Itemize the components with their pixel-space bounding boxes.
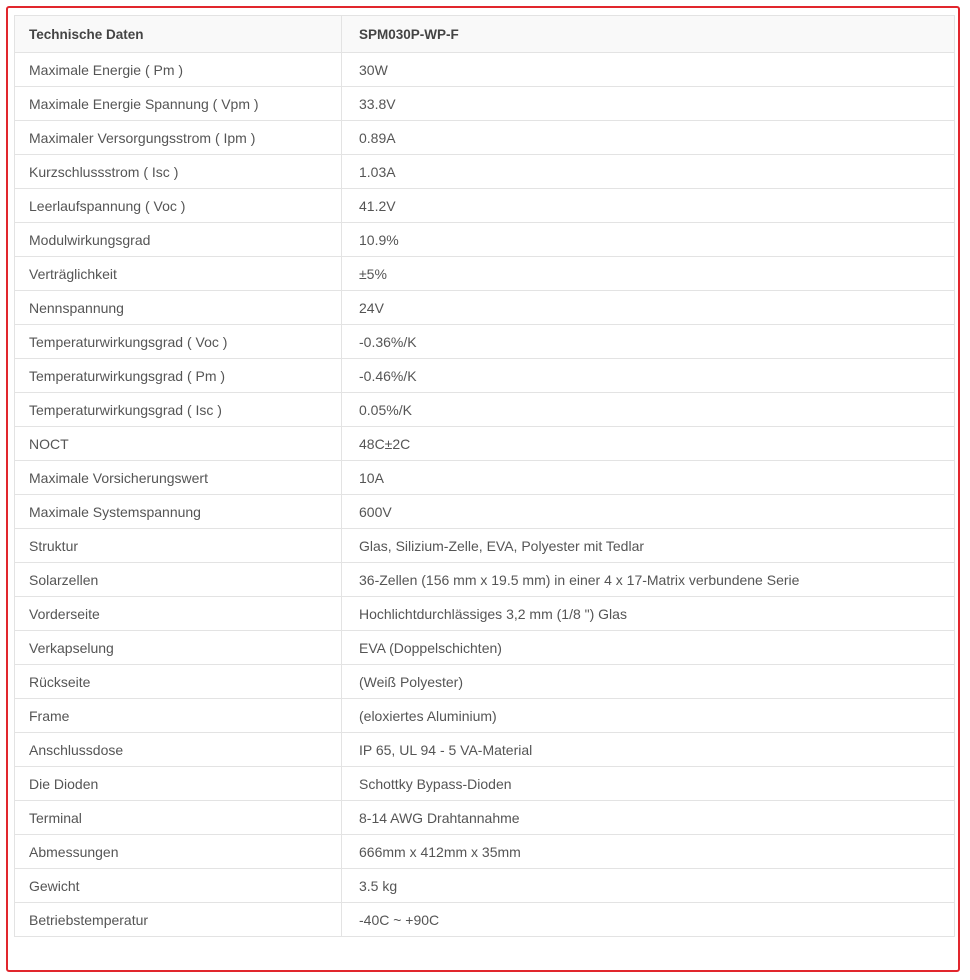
spec-label-cell: Abmessungen <box>15 835 342 869</box>
spec-label-cell: Leerlaufspannung ( Voc ) <box>15 189 342 223</box>
spec-label-cell: Verkapselung <box>15 631 342 665</box>
table-header <box>15 16 955 53</box>
technical-data-table <box>14 15 955 937</box>
spec-value-cell: Schottky Bypass-Dioden <box>342 767 955 801</box>
spec-label-cell: Temperaturwirkungsgrad ( Pm ) <box>15 359 342 393</box>
table-row <box>15 189 955 223</box>
table-row <box>15 393 955 427</box>
spec-label-cell: Maximale Vorsicherungswert <box>15 461 342 495</box>
spec-label-cell: Gewicht <box>15 869 342 903</box>
table-row <box>15 53 955 87</box>
spec-value-cell: 1.03A <box>342 155 955 189</box>
table-row <box>15 223 955 257</box>
table-row <box>15 461 955 495</box>
spec-label-cell: Maximale Energie ( Pm ) <box>15 53 342 87</box>
table-row <box>15 155 955 189</box>
table-row <box>15 87 955 121</box>
spec-value-cell: 30W <box>342 53 955 87</box>
spec-value-cell: 0.89A <box>342 121 955 155</box>
spec-value-cell: 36-Zellen (156 mm x 19.5 mm) in einer 4 x 17-Matrix verbundene Serie <box>342 563 955 597</box>
table-row <box>15 631 955 665</box>
spec-label-cell: Maximale Energie Spannung ( Vpm ) <box>15 87 342 121</box>
spec-label-cell: Die Dioden <box>15 767 342 801</box>
table-row <box>15 427 955 461</box>
spec-value-cell: 10A <box>342 461 955 495</box>
spec-label-cell: Temperaturwirkungsgrad ( Isc ) <box>15 393 342 427</box>
table-row <box>15 699 955 733</box>
header-label-cell: Technische Daten <box>15 16 342 53</box>
spec-label-cell: Terminal <box>15 801 342 835</box>
spec-label-cell: Modulwirkungsgrad <box>15 223 342 257</box>
spec-value-cell: 8-14 AWG Drahtannahme <box>342 801 955 835</box>
spec-label-cell: Nennspannung <box>15 291 342 325</box>
table-row <box>15 733 955 767</box>
spec-value-cell: -0.46%/K <box>342 359 955 393</box>
spec-label-cell: Rückseite <box>15 665 342 699</box>
table-row <box>15 291 955 325</box>
table-row <box>15 835 955 869</box>
spec-value-cell: 41.2V <box>342 189 955 223</box>
table-row <box>15 257 955 291</box>
table-row <box>15 767 955 801</box>
table-row <box>15 903 955 937</box>
spec-value-cell: ±5% <box>342 257 955 291</box>
header-model-cell: SPM030P-WP-F <box>342 16 955 53</box>
table-header-row <box>15 16 955 53</box>
spec-label-cell: Vorderseite <box>15 597 342 631</box>
spec-value-cell: IP 65, UL 94 - 5 VA-Material <box>342 733 955 767</box>
spec-value-cell: 3.5 kg <box>342 869 955 903</box>
table-row <box>15 665 955 699</box>
spec-label-cell: Solarzellen <box>15 563 342 597</box>
table-body <box>15 53 955 937</box>
spec-label-cell: Struktur <box>15 529 342 563</box>
spec-label-cell: Kurzschlussstrom ( Isc ) <box>15 155 342 189</box>
spec-value-cell: 24V <box>342 291 955 325</box>
table-row <box>15 597 955 631</box>
spec-value-cell: 10.9% <box>342 223 955 257</box>
spec-label-cell: Verträglichkeit <box>15 257 342 291</box>
table-row <box>15 121 955 155</box>
spec-value-cell: Glas, Silizium-Zelle, EVA, Polyester mit Tedlar <box>342 529 955 563</box>
table-row <box>15 869 955 903</box>
table-row <box>15 529 955 563</box>
spec-label-cell: Anschlussdose <box>15 733 342 767</box>
spec-label-cell: Maximaler Versorgungsstrom ( Ipm ) <box>15 121 342 155</box>
table-row <box>15 495 955 529</box>
spec-label-cell: Betriebstemperatur <box>15 903 342 937</box>
spec-value-cell: 48C±2C <box>342 427 955 461</box>
table-row <box>15 801 955 835</box>
spec-value-cell: EVA (Doppelschichten) <box>342 631 955 665</box>
table-row <box>15 325 955 359</box>
spec-value-cell: -0.36%/K <box>342 325 955 359</box>
spec-value-cell: -40C ~ +90C <box>342 903 955 937</box>
spec-value-cell: 0.05%/K <box>342 393 955 427</box>
spec-value-cell: 600V <box>342 495 955 529</box>
spec-label-cell: Maximale Systemspannung <box>15 495 342 529</box>
spec-label-cell: NOCT <box>15 427 342 461</box>
spec-value-cell: (eloxiertes Aluminium) <box>342 699 955 733</box>
spec-value-cell: (Weiß Polyester) <box>342 665 955 699</box>
spec-label-cell: Temperaturwirkungsgrad ( Voc ) <box>15 325 342 359</box>
table-row <box>15 359 955 393</box>
spec-label-cell: Frame <box>15 699 342 733</box>
spec-value-cell: 33.8V <box>342 87 955 121</box>
spec-value-cell: 666mm x 412mm x 35mm <box>342 835 955 869</box>
spec-value-cell: Hochlichtdurchlässiges 3,2 mm (1/8 ") Glas <box>342 597 955 631</box>
table-row <box>15 563 955 597</box>
